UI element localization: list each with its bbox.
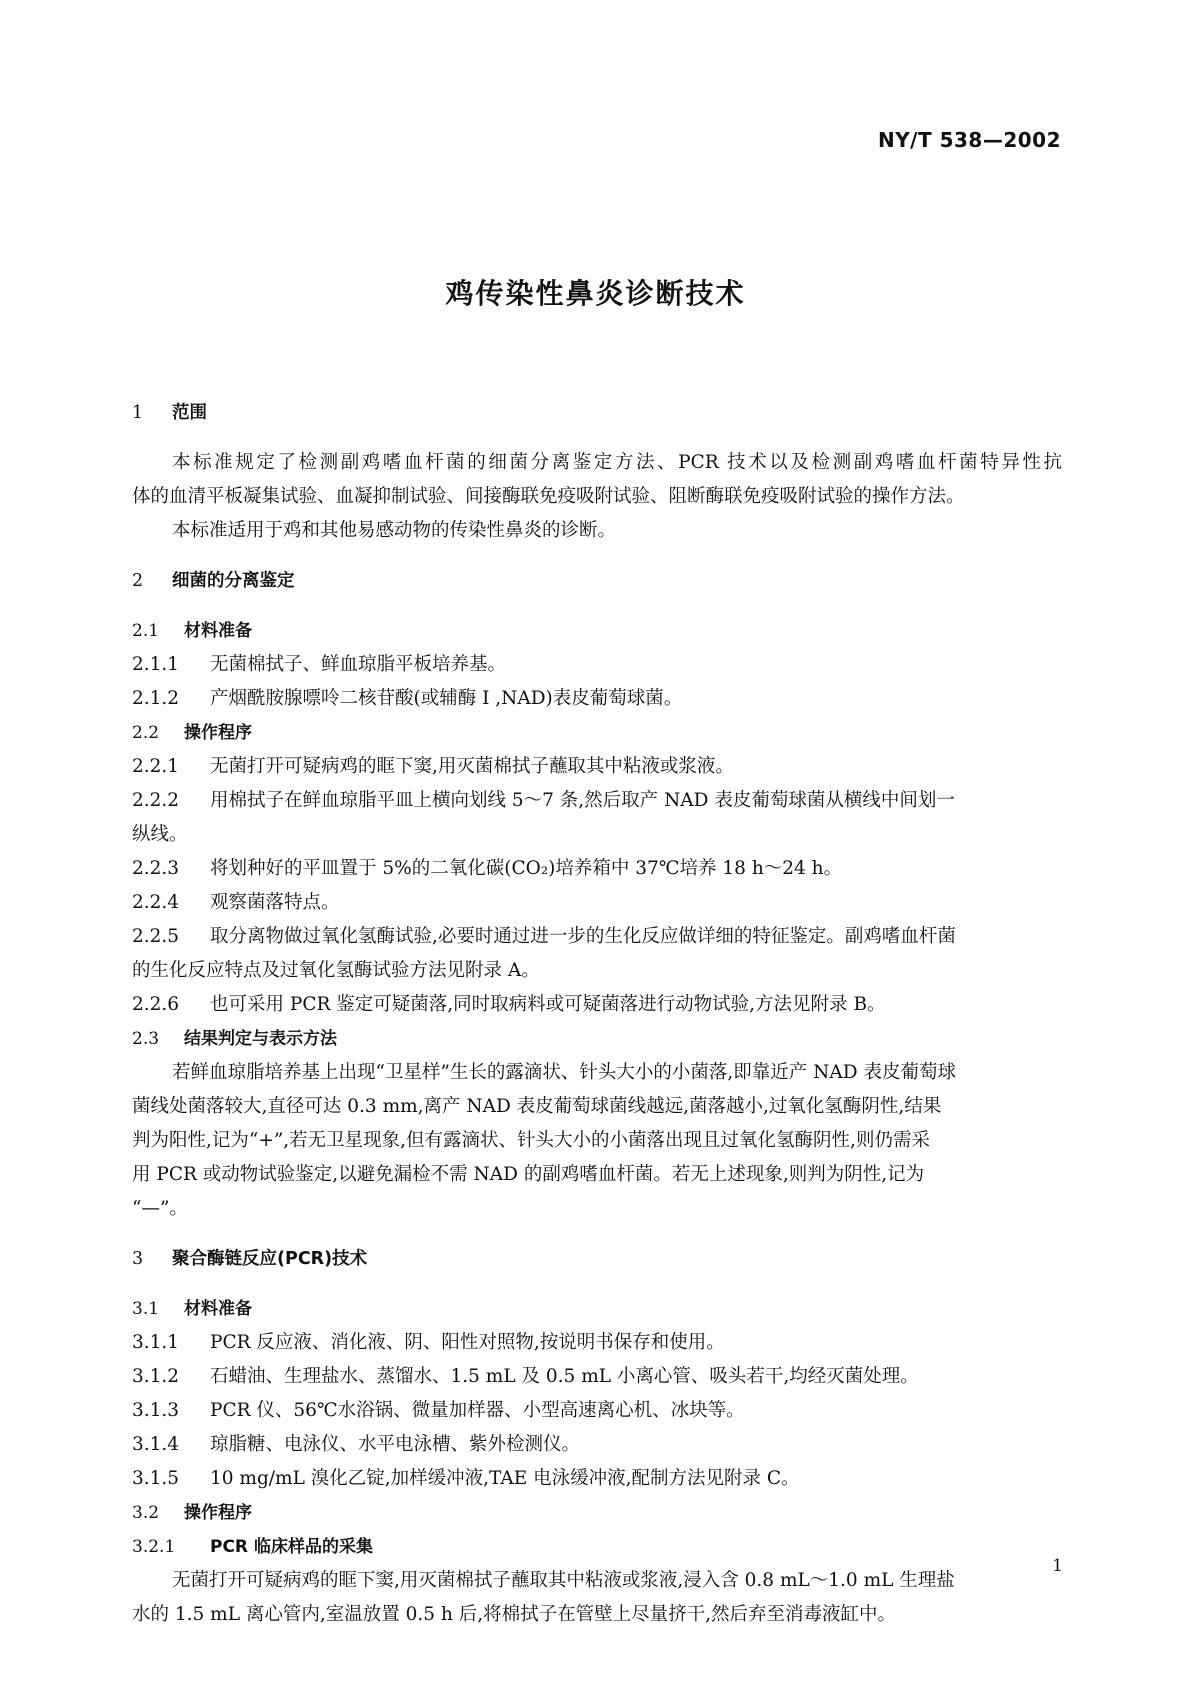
section-3-heading: 3 聚合酶链反应(PCR)技术 bbox=[132, 1249, 368, 1269]
standard-number: NY/T 538—2002 bbox=[877, 128, 1061, 152]
clause-3-1-4: 3.1.4 琼脂糖、电泳仪、水平电泳槽、紫外检测仪。 bbox=[132, 1434, 581, 1455]
section-2-3-paragraph-line: 用 PCR 或动物试验鉴定,以避免漏检不需 NAD 的副鸡嗜血杆菌。若无上述现象,则判为阴性,记为 bbox=[132, 1164, 925, 1185]
section-3-2-heading: 3.2 操作程序 bbox=[132, 1503, 252, 1523]
clause-3-1-3: 3.1.3 PCR 仪、56℃水浴锅、微量加样器、小型高速离心机、冰块等。 bbox=[132, 1400, 745, 1421]
clause-2-2-5: 2.2.5 取分离物做过氧化氢酶试验,必要时通过进一步的生化反应做详细的特征鉴定。副鸡嗜血杆菌 bbox=[132, 926, 956, 947]
section-2-3-paragraph-line: “—”。 bbox=[132, 1198, 188, 1219]
section-2-3-paragraph-line: 若鲜血琼脂培养基上出现“卫星样”生长的露滴状、针头大小的小菌落,即靠近产 NAD 表皮葡萄球 bbox=[172, 1062, 956, 1083]
document-title: 鸡传染性鼻炎诊断技术 bbox=[445, 277, 746, 310]
clause-2-2-5-continued: 的生化反应特点及过氧化氢酶试验方法见附录 A。 bbox=[132, 960, 540, 981]
clause-2-1-1: 2.1.1 无菌棉拭子、鲜血琼脂平板培养基。 bbox=[132, 654, 507, 675]
section-1-paragraph-line: 体的血清平板凝集试验、血凝抑制试验、间接酶联免疫吸附试验、阻断酶联免疫吸附试验的操作方法。 bbox=[132, 486, 965, 507]
clause-2-2-1: 2.2.1 无菌打开可疑病鸡的眶下窦,用灭菌棉拭子蘸取其中粘液或浆液。 bbox=[132, 756, 734, 777]
section-2-3-paragraph-line: 判为阳性,记为“+”,若无卫星现象,但有露滴状、针头大小的小菌落出现且过氧化氢酶阴性,则仍需采 bbox=[132, 1130, 930, 1151]
clause-2-2-2-continued: 纵线。 bbox=[132, 824, 188, 845]
section-3-2-1-paragraph-line: 水的 1.5 mL 离心管内,室温放置 0.5 h 后,将棉拭子在管壁上尽量挤干,然后弃至消毒液缸中。 bbox=[132, 1604, 897, 1625]
section-2-heading: 2 细菌的分离鉴定 bbox=[132, 571, 295, 591]
section-3-2-1-paragraph-line: 无菌打开可疑病鸡的眶下窦,用灭菌棉拭子蘸取其中粘液或浆液,浸入含 0.8 mL～1.0 mL 生理盐 bbox=[172, 1570, 955, 1591]
clause-3-1-1: 3.1.1 PCR 反应液、消化液、阴、阳性对照物,按说明书保存和使用。 bbox=[132, 1332, 725, 1353]
section-3-2-1-heading: 3.2.1 PCR 临床样品的采集 bbox=[132, 1537, 373, 1557]
section-1-paragraph-line: 本标准规定了检测副鸡嗜血杆菌的细菌分离鉴定方法、PCR 技术以及检测副鸡嗜血杆菌特异性抗 bbox=[172, 452, 1062, 473]
clause-2-1-2: 2.1.2 产烟酰胺腺嘌呤二核苷酸(或辅酶 I ,NAD)表皮葡萄球菌。 bbox=[132, 688, 683, 709]
section-1-paragraph: 本标准适用于鸡和其他易感动物的传染性鼻炎的诊断。 bbox=[172, 520, 617, 541]
section-2-2-heading: 2.2 操作程序 bbox=[132, 723, 252, 743]
section-2-3-paragraph-line: 菌线处菌落较大,直径可达 0.3 mm,离产 NAD 表皮葡萄球菌线越远,菌落越小,过氧化氢酶阴性,结果 bbox=[132, 1096, 942, 1117]
section-2-1-heading: 2.1 材料准备 bbox=[132, 621, 252, 641]
clause-3-1-2: 3.1.2 石蜡油、生理盐水、蒸馏水、1.5 mL 及 0.5 mL 小离心管、吸头若干,均经灭菌处理。 bbox=[132, 1366, 919, 1387]
section-1-heading: 1 范围 bbox=[132, 403, 207, 423]
clause-2-2-4: 2.2.4 观察菌落特点。 bbox=[132, 892, 340, 913]
document-body bbox=[132, 396, 1062, 1632]
page-number: 1 bbox=[1052, 1556, 1063, 1576]
clause-2-2-6: 2.2.6 也可采用 PCR 鉴定可疑菌落,同时取病料或可疑菌落进行动物试验,方法见附录 B。 bbox=[132, 994, 886, 1015]
clause-2-2-2: 2.2.2 用棉拭子在鲜血琼脂平皿上横向划线 5～7 条,然后取产 NAD 表皮葡萄球菌从横线中间划一 bbox=[132, 790, 955, 811]
section-3-1-heading: 3.1 材料准备 bbox=[132, 1299, 252, 1319]
clause-3-1-5: 3.1.5 10 mg/mL 溴化乙锭,加样缓冲液,TAE 电泳缓冲液,配制方法见附录 C。 bbox=[132, 1468, 800, 1489]
section-2-3-heading: 2.3 结果判定与表示方法 bbox=[132, 1029, 337, 1049]
clause-2-2-3: 2.2.3 将划种好的平皿置于 5%的二氧化碳(CO₂)培养箱中 37℃培养 18 h～24 h。 bbox=[132, 858, 843, 879]
